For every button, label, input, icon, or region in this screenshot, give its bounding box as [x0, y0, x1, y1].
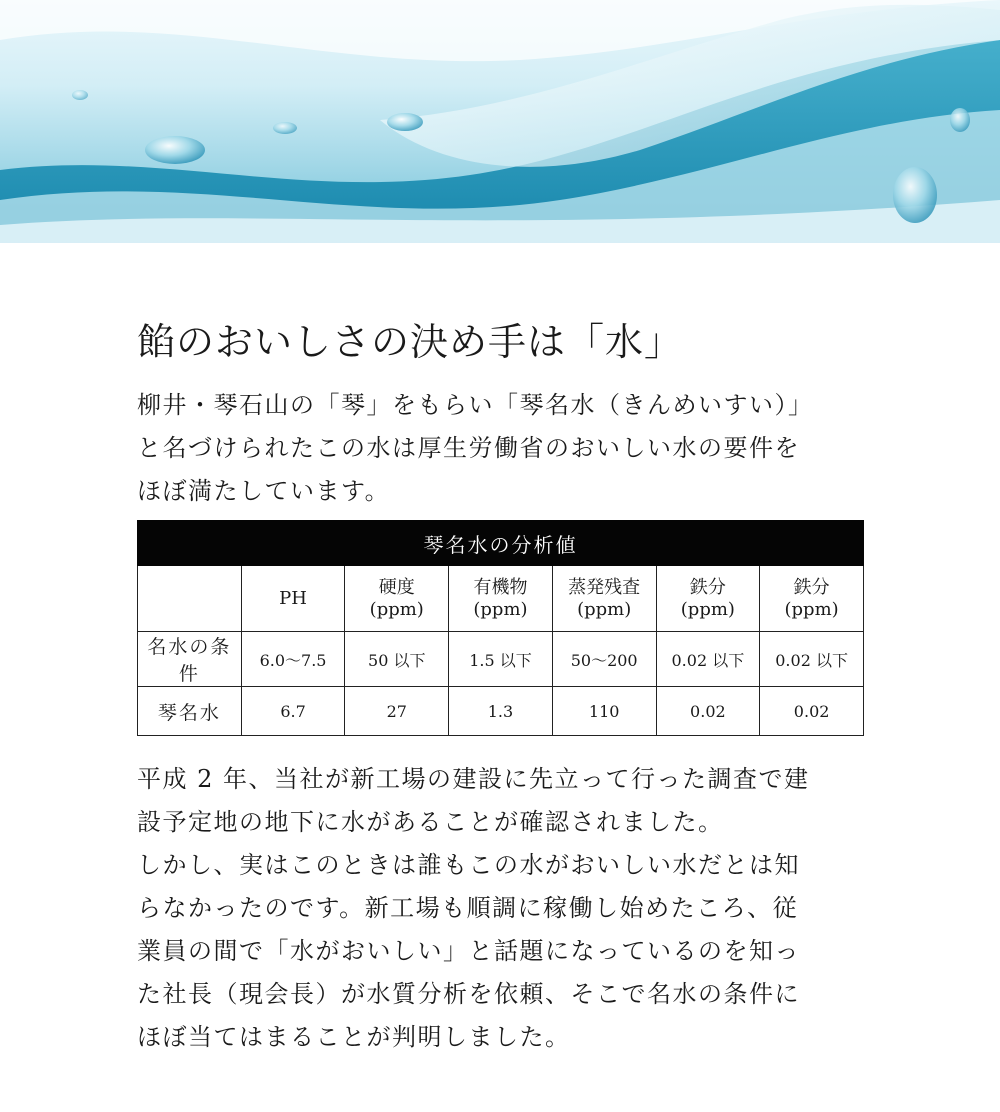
table-cell: 0.02: [656, 687, 760, 736]
table-cell: 1.5 以下: [449, 632, 553, 687]
water-analysis-table: [137, 520, 864, 736]
table-cell: 6.0〜7.5: [241, 632, 345, 687]
story-line: 設予定地の地下に水があることが確認されました。: [137, 808, 724, 836]
intro-line: と名づけられたこの水は厚生労働省のおいしい水の要件を: [137, 434, 800, 462]
hero-water-image: [0, 0, 1000, 243]
table-cell: 6.7: [241, 687, 345, 736]
column-header: 鉄分 (ppm): [760, 566, 864, 632]
table-row: [138, 632, 864, 687]
story-line: 平成 2 年、当社が新工場の建設に先立って行った調査で建: [137, 765, 810, 793]
water-splash-illustration: [0, 0, 1000, 243]
intro-line: 柳井・琴石山の「琴」をもらい「琴名水（きんめいすい）」: [137, 391, 814, 419]
table-cell: 50〜200: [552, 632, 656, 687]
table-cell: 27: [345, 687, 449, 736]
row-label: 名水の条件: [138, 632, 242, 687]
story-line: しかし、実はこのときは誰もこの水がおいしい水だとは知: [137, 851, 800, 879]
story-paragraph: [137, 758, 863, 1059]
column-header: 硬度 (ppm): [345, 566, 449, 632]
table-cell: 110: [552, 687, 656, 736]
table-cell: 50 以下: [345, 632, 449, 687]
story-line: ほぼ当てはまることが判明しました。: [137, 1023, 571, 1051]
table-cell: 0.02 以下: [656, 632, 760, 687]
table-cell: 0.02: [760, 687, 864, 736]
table-row: [138, 687, 864, 736]
intro-line: ほぼ満たしています。: [137, 477, 391, 505]
page-title: 餡のおいしさの決め手は「水」: [137, 320, 684, 364]
column-header: PH: [241, 566, 345, 632]
header-empty-cell: [138, 566, 242, 632]
column-header: 蒸発残査 (ppm): [552, 566, 656, 632]
table-header-row: [138, 566, 864, 632]
table-cell: 0.02 以下: [760, 632, 864, 687]
story-line: 業員の間で「水がおいしい」と話題になっているのを知っ: [137, 937, 800, 965]
row-label: 琴名水: [138, 687, 242, 736]
column-header: 鉄分 (ppm): [656, 566, 760, 632]
story-line: らなかったのです。新工場も順調に稼働し始めたころ、従: [137, 894, 799, 922]
intro-paragraph: [137, 384, 863, 513]
column-header: 有機物 (ppm): [449, 566, 553, 632]
table-cell: 1.3: [449, 687, 553, 736]
table-caption: 琴名水の分析値: [138, 521, 864, 566]
story-line: た社長（現会長）が水質分析を依頼、そこで名水の条件に: [137, 980, 800, 1008]
